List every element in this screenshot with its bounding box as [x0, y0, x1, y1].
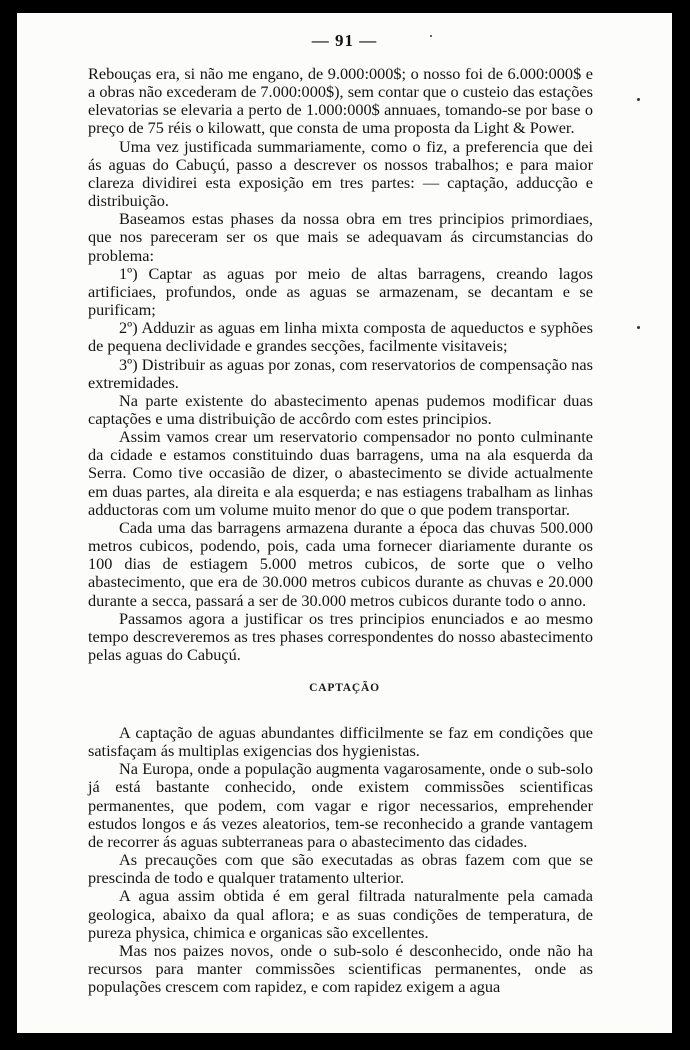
scan-speck: [637, 98, 640, 101]
paragraph: Uma vez justificada summariamente, como o fiz, a preferencia que dei ás aguas do Cabuçú, passo a descrever os nossos trabalhos; e para maior clareza dividirei esta exposição em tres partes: — captação, adducção e distribuição.: [88, 136, 593, 211]
text-block-after-heading: [88, 724, 593, 996]
paragraph: As precauções com que são executadas as obras fazem com que se prescinda de todo e qualquer tratamento ulterior.: [88, 850, 593, 888]
scan-speck: [637, 326, 640, 329]
paragraph: 1º) Captar as aguas por meio de altas barragens, creando lagos artificiaes, profundos, onde as aguas se armazenam, se decantam e se purificam;: [88, 263, 593, 320]
paragraph: Rebouças era, si não me engano, de 9.000:000$; o nosso foi de 6.000:000$ e a obras não excederam de 7.000:000$), sem contar que o custeio das estações elevatorias se elevaria a perto de 1.000:000$ annuaes, tomando-se por base o preço de 75 réis o kilowatt, que consta de uma proposta da Light & Power.: [88, 64, 593, 138]
paragraph: 3º) Distribuir as aguas por zonas, com reservatorios de compensação nas extremidades.: [88, 354, 593, 392]
paragraph: Passamos agora a justificar os tres principios enunciados e ao mesmo tempo descreveremos as tres phases correspondentes do nosso abastecimento pelas aguas do Cabuçú.: [88, 608, 593, 664]
paragraph: Baseamos estas phases da nossa obra em tres principios primordiaes, que nos pareceram ser os que mais se adequavam ás circumstancias do problema:: [88, 209, 593, 265]
book-page: [17, 13, 672, 1033]
scan-speck: [430, 35, 432, 37]
paragraph: Na parte existente do abastecimento apenas pudemos modificar duas captações e uma distribuição de accôrdo com estes principios.: [88, 390, 593, 428]
paragraph: Cada uma das barragens armazena durante a época das chuvas 500.000 metros cubicos, podendo, pois, cada uma fornecer diariamente durante os 100 dias de estiagem 5.000 metros cubicos, de sorte que o velho abastecimento, que era de 30.000 metros cubicos durante as chuvas e 20.000 durante a secca, passará a ser de 30.000 metros cubicos durante todo o anno.: [88, 517, 593, 610]
paragraph: Na Europa, onde a população augmenta vagarosamente, onde o sub-solo já está bastante conhecido, onde existem commissões scientificas permanentes, que podem, com vagar e rigor necessarios, emprehender estudos longos e ás vezes aleatorios, tem-se reconhecido a grande vantagem de recorrer ás aguas subterraneas para o abastecimento das cidades.: [88, 759, 593, 851]
section-heading: CAPTAÇÃO: [309, 682, 380, 694]
paragraph: Assim vamos crear um reservatorio compensador no ponto culminante da cidade e estamos constituindo duas barragens, uma na ala esquerda da Serra. Como tive occasião de dizer, o abastecimento se divide actualmente em duas partes, ala direita e ala esquerda; e nas estiagens trabalham as linhas adductoras com um volume muito menor do que o que podem transportar.: [88, 427, 593, 519]
page-number: — 91 —: [311, 31, 378, 50]
paragraph: Mas nos paizes novos, onde o sub-solo é desconhecido, onde não ha recursos para manter commissões scientificas permanentes, onde as populações crescem com rapidez, e com rapidez exigem a agua: [88, 940, 593, 997]
text-block-before-heading: [88, 65, 593, 664]
paragraph: A agua assim obtida é em geral filtrada naturalmente pela camada geologica, abaixo da qual aflora; e as suas condições de temperatura, de pureza physica, chimica e organicas são excellentes.: [88, 886, 593, 942]
paragraph: 2º) Adduzir as aguas em linha mixta composta de aqueductos e syphões de pequena declividade e grandes secções, facilmente visitaveis;: [88, 318, 593, 356]
paragraph: A captação de aguas abundantes difficilmente se faz em condições que satisfaçam ás multiplas exigencias dos hygienistas.: [88, 723, 593, 761]
